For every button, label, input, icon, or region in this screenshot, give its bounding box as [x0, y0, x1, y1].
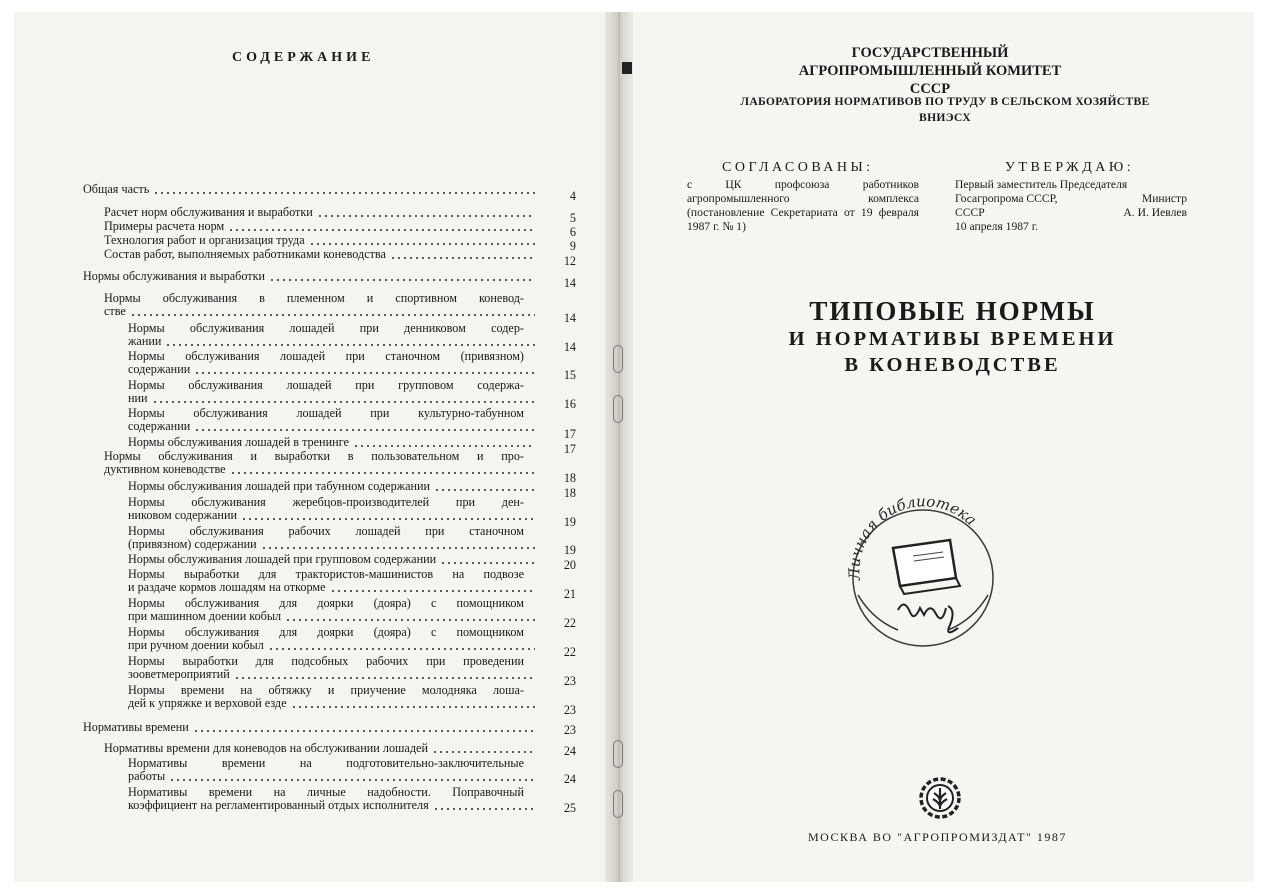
toc-page-number: 23 — [563, 674, 576, 688]
toc-entry-text: Нормы обслуживания лошадей при групповом содержании — [128, 552, 437, 566]
title-line-3: В КОНЕВОДСТВЕ — [844, 354, 1061, 376]
toc-entry-text: содержании — [128, 362, 191, 376]
toc-entry — [104, 234, 534, 247]
dot-leader — [291, 706, 535, 708]
toc-entry — [83, 270, 533, 283]
toc-entry-text: Нормы обслуживания жеребцов-производителей при ден- — [128, 495, 524, 509]
toc-entry-text: жании — [128, 334, 162, 348]
dot-leader — [228, 229, 535, 231]
toc-entry-text: Нормы обслуживания лошадей при табунном содержании — [128, 479, 431, 493]
toc-entry-text: Технология работ и организация труда — [104, 233, 305, 247]
dot-leader — [269, 279, 535, 281]
toc-entry-text: (привязном) содержании — [128, 537, 257, 551]
toc-entry-text: Нормативы времени на личные надобности. Поправочный — [128, 785, 524, 799]
toc-page-number: 25 — [563, 801, 576, 815]
toc-entry-text: Нормы обслуживания в племенном и спортивном коневод- — [104, 291, 524, 305]
approve-date: 10 апреля 1987 г. — [955, 220, 1039, 233]
title-line-1: ТИПОВЫЕ НОРМЫ — [809, 296, 1096, 326]
toc-entry-text: Нормы обслуживания рабочих лошадей при станочном — [128, 524, 524, 538]
toc-page-number: 22 — [563, 616, 576, 630]
toc-entry-text: Нормы выработки для подсобных рабочих при проведении — [128, 654, 524, 668]
dot-leader — [169, 779, 535, 781]
toc-entry-text: Нормативы времени — [83, 720, 189, 734]
toc-page-number: 4 — [569, 189, 576, 203]
stamp-text: Личная библиотека — [845, 492, 981, 581]
toc-entry — [83, 721, 533, 734]
toc-page-number: 23 — [563, 703, 576, 717]
lab-line-1: ЛАБОРАТОРИЯ НОРМАТИВОВ ПО ТРУДУ В СЕЛЬСКОМ ХОЗЯЙСТВЕ — [740, 95, 1150, 108]
toc-page-number: 18 — [563, 471, 576, 485]
toc-page-number: 17 — [563, 442, 576, 456]
dot-leader — [268, 648, 535, 650]
toc-entry-text: Нормы обслуживания и выработки в пользовательном и про- — [104, 449, 524, 463]
toc-entry-text: дуктивном коневодстве — [104, 462, 226, 476]
toc-page-number: 23 — [563, 723, 576, 737]
toc-page-number: 24 — [563, 744, 576, 758]
agreed-heading: СОГЛАСОВАНЫ: — [722, 160, 874, 175]
toc-entry — [83, 183, 533, 196]
toc-entry-text: Нормы обслуживания лошадей в тренинге — [128, 435, 349, 449]
approve-line-3a: СССР — [955, 206, 985, 219]
registration-mark — [622, 62, 632, 74]
toc-page-number: 22 — [563, 645, 576, 659]
approve-line-2a: Госагропрома СССР, — [955, 192, 1058, 205]
signature — [898, 604, 958, 632]
book-title — [700, 296, 1205, 378]
dot-leader — [153, 192, 535, 194]
toc-entry-text: Нормы обслуживания лошадей при групповом содержа- — [128, 378, 524, 392]
toc-entry-text: никовом содержании — [128, 508, 237, 522]
binding-stitch — [613, 345, 623, 373]
library-stamp — [838, 490, 1008, 660]
dot-leader — [432, 751, 535, 753]
toc-page-number: 20 — [563, 558, 576, 572]
approve-line-3b: А. И. Иевлев — [1123, 206, 1187, 219]
toc-entry-text: Нормы обслуживания для доярки (дояра) с помощником — [128, 625, 524, 639]
toc-entry-text: Нормы обслуживания лошадей при культурно-табунном — [128, 406, 524, 420]
dot-leader — [434, 489, 535, 491]
right-page — [628, 12, 1254, 882]
dot-leader — [130, 314, 535, 316]
toc-page-number: 18 — [563, 486, 576, 500]
dot-leader — [317, 215, 535, 217]
dot-leader — [440, 562, 535, 564]
org-line-1: ГОСУДАРСТВЕННЫЙ — [851, 45, 1009, 61]
dot-leader — [330, 590, 536, 592]
binding-stitch — [613, 790, 623, 818]
organization-name — [780, 44, 1080, 98]
toc-entry-text: Нормы обслуживания для доярки (дояра) с помощником — [128, 596, 524, 610]
toc-entry-text: при машинном доении кобыл — [128, 609, 282, 623]
toc-entry — [128, 553, 528, 566]
dot-leader — [194, 372, 535, 374]
toc-entry — [104, 742, 524, 755]
toc-page-number: 16 — [563, 397, 576, 411]
toc-entry-text: Нормативы времени для коневодов на обслуживании лошадей — [104, 741, 428, 755]
toc-entry — [104, 248, 534, 261]
toc-entry-text: нии — [128, 391, 148, 405]
laboratory-name — [690, 94, 1200, 126]
binding-stitch — [613, 740, 623, 768]
toc-page-number: 14 — [563, 276, 576, 290]
dot-leader — [241, 518, 535, 520]
dot-leader — [165, 344, 535, 346]
toc-entry-text: Расчет норм обслуживания и выработки — [104, 205, 313, 219]
toc-entry-text: Общая часть — [83, 182, 150, 196]
toc-title: СОДЕРЖАНИЕ — [232, 50, 375, 65]
approve-line-2b: Министр — [1141, 192, 1187, 205]
toc-entry — [104, 206, 534, 219]
dot-leader — [433, 808, 535, 810]
binding-stitch — [613, 395, 623, 423]
title-line-2: И НОРМАТИВЫ ВРЕМЕНИ — [788, 328, 1117, 350]
toc-entry-text: работы — [128, 769, 166, 783]
toc-entry-text: дей к упряжке и верховой езде — [128, 696, 287, 710]
toc-entry — [128, 480, 528, 493]
toc-entry — [128, 436, 524, 449]
dot-leader — [261, 547, 535, 549]
dot-leader — [194, 429, 535, 431]
toc-entry-text: Нормативы времени на подготовительно-заключительные — [128, 756, 524, 770]
publisher-logo-icon — [918, 776, 962, 820]
toc-page-number: 21 — [563, 587, 576, 601]
toc-page-number: 24 — [563, 772, 576, 786]
dot-leader — [234, 677, 535, 679]
dot-leader — [390, 257, 535, 259]
dot-leader — [285, 619, 535, 621]
toc-entry-text: содержании — [128, 419, 191, 433]
toc-entry-text: Нормы обслуживания лошадей при станочном (привязном) — [128, 349, 524, 363]
toc-page-number: 9 — [569, 239, 576, 253]
toc-entry-text: Нормы обслуживания и выработки — [83, 269, 266, 283]
toc-entry-text: Нормы обслуживания лошадей при денниковом содер- — [128, 321, 524, 335]
toc-entry-text: при ручном доении кобыл — [128, 638, 264, 652]
toc-entry-text: Примеры расчета норм — [104, 219, 225, 233]
dot-leader — [353, 445, 535, 447]
toc-page-number: 19 — [563, 515, 576, 529]
dot-leader — [152, 401, 535, 403]
dot-leader — [230, 472, 535, 474]
approve-heading: УТВЕРЖДАЮ: — [1005, 160, 1135, 175]
toc-page-number: 14 — [563, 340, 576, 354]
book-icon — [893, 540, 960, 594]
toc-page-number: 17 — [563, 427, 576, 441]
toc-entry-text: коэффициент на регламентированный отдых исполнителя — [128, 798, 429, 812]
agreed-text: с ЦК профсоюза работников агропромышленного комплекса (постановление Секретариата от 19 февраля 1987 г. № 1) — [687, 178, 919, 233]
toc-page-number: 5 — [569, 211, 576, 225]
dot-leader — [309, 243, 535, 245]
org-line-2: АГРОПРОМЫШЛЕННЫЙ КОМИТЕТ СССР — [798, 63, 1062, 97]
toc-entry-text: зооветмероприятий — [128, 667, 230, 681]
lab-line-2: ВНИЭСХ — [919, 111, 971, 124]
toc-page-number: 19 — [563, 543, 576, 557]
approve-line-1: Первый заместитель Председателя — [955, 178, 1128, 191]
toc-entry-text: Состав работ, выполняемых работниками коневодства — [104, 247, 386, 261]
toc-entry-text: и раздаче кормов лошадям на откорме — [128, 580, 326, 594]
toc-page-number: 6 — [569, 225, 576, 239]
toc-entry — [104, 220, 534, 233]
approve-block — [955, 178, 1187, 234]
toc-entry-text: Нормы выработки для трактористов-машинистов на подвозе — [128, 567, 524, 581]
toc-entry-text: Нормы времени на обтяжку и приучение молодняка лоша- — [128, 683, 524, 697]
publisher-imprint: МОСКВА ВО "АГРОПРОМИЗДАТ" 1987 — [808, 830, 1067, 844]
toc-page-number: 12 — [563, 254, 576, 268]
toc-page-number: 14 — [563, 311, 576, 325]
dot-leader — [193, 730, 535, 732]
toc-page-number: 15 — [563, 368, 576, 382]
toc-entry-text: стве — [104, 304, 126, 318]
